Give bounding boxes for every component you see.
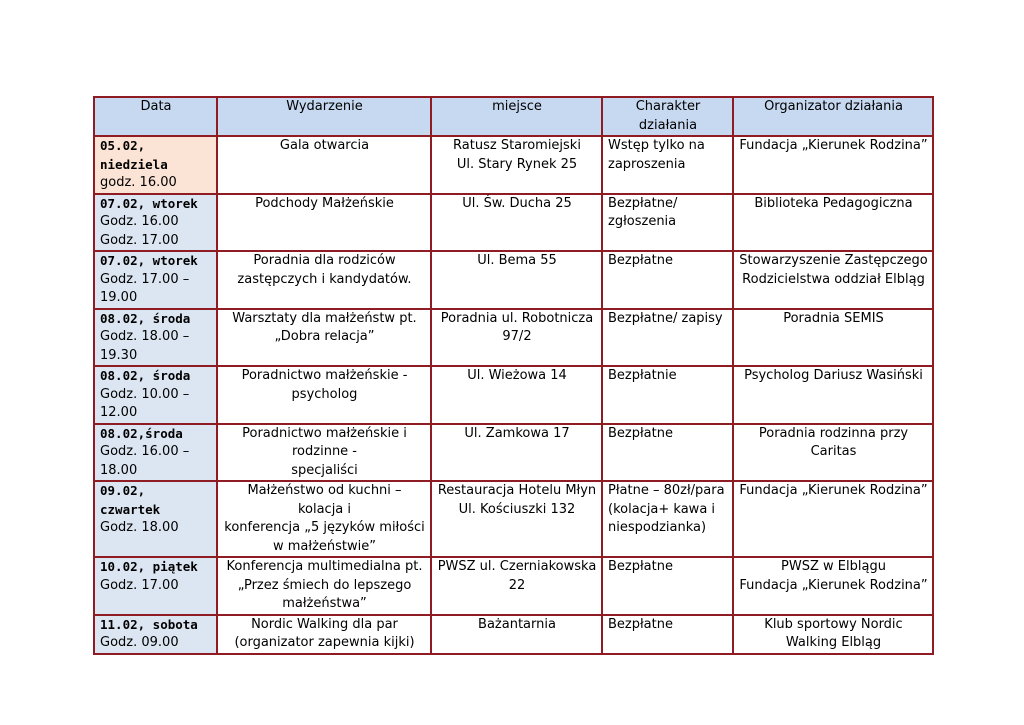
header-place: miejsce <box>431 97 602 136</box>
event-place: Bażantarnia <box>431 615 602 654</box>
table-row <box>94 615 933 654</box>
event-organizer: Klub sportowy Nordic Walking Elbląg <box>733 615 933 654</box>
event-date: 11.02, sobota <box>100 616 198 632</box>
event-date: 05.02, niedziela <box>100 138 168 172</box>
events-schedule-table <box>93 96 934 655</box>
event-type: Wstęp tylko na zaproszenia <box>602 136 733 194</box>
header-organizer: Organizator działania <box>733 97 933 136</box>
event-type: Bezpłatnie <box>602 366 733 424</box>
event-place: Poradnia ul. Robotnicza 97/2 <box>431 309 602 367</box>
date-cell <box>94 481 217 557</box>
header-type: Charakter działania <box>602 97 733 136</box>
event-type: Bezpłatne/ zapisy <box>602 309 733 367</box>
event-name: Konferencja multimedialna pt. „Przez śmiech do lepszego małżeństwa” <box>217 557 431 615</box>
event-name: Podchody Małżeńskie <box>217 194 431 252</box>
event-organizer: Poradnia SEMIS <box>733 309 933 367</box>
event-time: Godz. 18.00 – 19.30 <box>100 329 190 363</box>
event-time: Godz. 17.00 – 19.00 <box>100 271 190 305</box>
event-name: Poradnictwo małżeńskie - psycholog <box>217 366 431 424</box>
event-place: Ul. Bema 55 <box>431 251 602 309</box>
event-name: Małżeństwo od kuchni – kolacja i konferencja „5 języków miłości w małżeństwie” <box>217 481 431 557</box>
event-name: Nordic Walking dla par (organizator zapewnia kijki) <box>217 615 431 654</box>
event-organizer: Fundacja „Kierunek Rodzina” <box>733 136 933 194</box>
event-date: 08.02,środa <box>100 425 183 441</box>
event-date: 08.02, środa <box>100 368 191 383</box>
event-type: Bezpłatne <box>602 424 733 482</box>
table-row <box>94 251 933 309</box>
event-date: 07.02, wtorek <box>100 195 198 211</box>
date-cell <box>94 136 217 194</box>
event-time: godz. 16.00 <box>100 175 177 190</box>
event-place: Ul. Zamkowa 17 <box>431 424 602 482</box>
table-row <box>94 557 933 615</box>
date-cell <box>94 194 217 252</box>
event-type: Bezpłatne/ zgłoszenia <box>602 194 733 252</box>
event-place: Restauracja Hotelu Młyn Ul. Kościuszki 132 <box>431 481 602 557</box>
date-cell <box>94 366 217 424</box>
event-name: Gala otwarcia <box>217 136 431 194</box>
table-row <box>94 194 933 252</box>
table-row <box>94 366 933 424</box>
table-row <box>94 424 933 482</box>
table-row <box>94 136 933 194</box>
event-type: Płatne – 80zł/para (kolacja+ kawa i niespodzianka) <box>602 481 733 557</box>
event-time: Godz. 17.00 <box>100 577 179 593</box>
event-organizer: Poradnia rodzinna przy Caritas <box>733 424 933 482</box>
date-cell <box>94 424 217 482</box>
event-time: Godz. 16.00 Godz. 17.00 <box>100 214 179 248</box>
event-organizer: PWSZ w Elblągu Fundacja „Kierunek Rodzina” <box>733 557 933 615</box>
event-name: Warsztaty dla małżeństw pt. „Dobra relacja” <box>217 309 431 367</box>
event-place: Ul. Wieżowa 14 <box>431 366 602 424</box>
table-row <box>94 481 933 557</box>
event-date: 10.02, piątek <box>100 559 198 574</box>
event-place: Ratusz Staromiejski Ul. Stary Rynek 25 <box>431 136 602 194</box>
event-time: Godz. 16.00 – 18.00 <box>100 444 190 478</box>
event-time: Godz. 09.00 <box>100 635 179 650</box>
event-time: Godz. 10.00 – 12.00 <box>100 386 190 420</box>
event-time: Godz. 18.00 <box>100 520 179 535</box>
table-header-row <box>94 97 933 136</box>
event-organizer: Psycholog Dariusz Wasiński <box>733 366 933 424</box>
date-cell <box>94 615 217 654</box>
event-date: 07.02, wtorek <box>100 253 198 268</box>
date-cell <box>94 557 217 615</box>
event-name: Poradnictwo małżeńskie i rodzinne - specjaliści <box>217 424 431 482</box>
table-row <box>94 309 933 367</box>
header-event: Wydarzenie <box>217 97 431 136</box>
event-date: 09.02, czwartek <box>100 483 161 517</box>
event-type: Bezpłatne <box>602 557 733 615</box>
event-organizer: Fundacja „Kierunek Rodzina” <box>733 481 933 557</box>
event-place: PWSZ ul. Czerniakowska 22 <box>431 557 602 615</box>
event-organizer: Biblioteka Pedagogiczna <box>733 194 933 252</box>
event-type: Bezpłatne <box>602 251 733 309</box>
date-cell <box>94 251 217 309</box>
event-organizer: Stowarzyszenie Zastępczego Rodzicielstwa oddział Elbląg <box>733 251 933 309</box>
event-type: Bezpłatne <box>602 615 733 654</box>
event-name: Poradnia dla rodziców zastępczych i kandydatów. <box>217 251 431 309</box>
date-cell <box>94 309 217 367</box>
header-date: Data <box>94 97 217 136</box>
event-place: Ul. Św. Ducha 25 <box>431 194 602 252</box>
event-date: 08.02, środa <box>100 310 191 326</box>
